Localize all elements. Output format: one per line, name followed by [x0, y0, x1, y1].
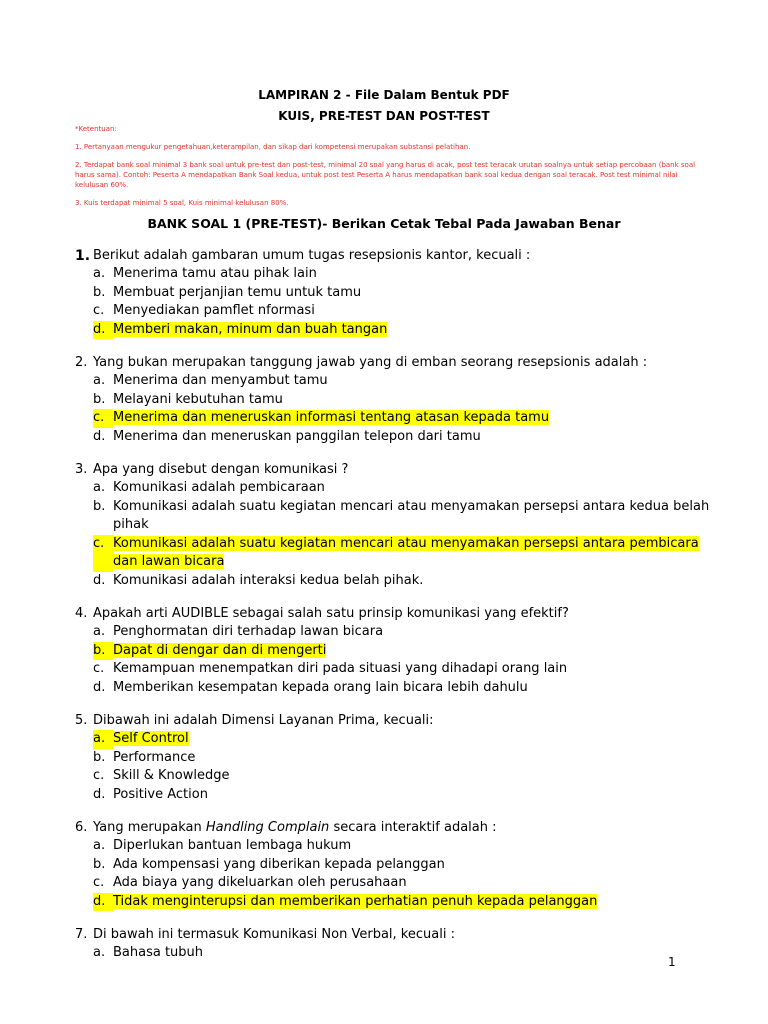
option-text: Memberikan kesempatan kepada orang lain bicara lebih dahulu: [113, 679, 528, 695]
option-letter: d.: [93, 428, 106, 444]
question-bank-title: BANK SOAL 1 (PRE-TEST)- Berikan Cetak Tebal Pada Jawaban Benar: [147, 216, 621, 231]
document-title: LAMPIRAN 2 - File Dalam Bentuk PDF: [258, 88, 510, 102]
answer-option-correct: [75, 535, 715, 572]
answer-option: [75, 786, 715, 804]
option-letter: d.: [93, 893, 113, 911]
answer-option: [75, 767, 715, 785]
option-letter: b.: [93, 642, 113, 660]
option-letter: c.: [93, 768, 105, 784]
question-text: Yang bukan merupakan tanggung jawab yang di emban seorang resepsionis adalah :: [93, 355, 648, 371]
question-6: [75, 819, 715, 911]
question-number: 5.: [75, 712, 88, 728]
answer-option: [75, 749, 715, 767]
option-text: Kemampuan menempatkan diri pada situasi yang dihadapi orang lain: [113, 661, 568, 677]
answer-option: [75, 679, 715, 697]
option-text-highlighted: Tidak menginterupsi dan memberikan perhatian penuh kepada pelanggan: [113, 893, 598, 909]
answer-option: [75, 944, 715, 962]
question-text: Dibawah ini adalah Dimensi Layanan Prima, kecuali:: [93, 712, 434, 728]
option-text: Diperlukan bantuan lembaga hukum: [113, 838, 352, 854]
option-letter: c.: [93, 303, 105, 319]
notes-heading: *Ketentuan:: [75, 125, 117, 133]
question-3: [75, 461, 715, 590]
option-letter: b.: [93, 749, 106, 765]
question-text-part: Yang merupakan: [93, 819, 206, 835]
question-4: [75, 605, 715, 697]
notes-item-3: 3. Kuis terdapat minimal 5 soal, Kuis minimal kelulusan 80%.: [75, 199, 289, 207]
option-letter: a.: [93, 838, 106, 854]
question-text: Apa yang disebut dengan komunikasi ?: [93, 462, 349, 478]
option-text: Penghormatan diri terhadap lawan bicara: [113, 624, 384, 640]
answer-option: [75, 265, 715, 283]
option-text: Membuat perjanjian temu untuk tamu: [113, 284, 362, 300]
option-text-highlighted: Menerima dan meneruskan informasi tentang atasan kepada tamu: [113, 410, 550, 426]
answer-option: [75, 428, 715, 446]
answer-option: [75, 660, 715, 678]
page-number: 1: [668, 955, 676, 969]
option-letter: a.: [93, 624, 106, 640]
option-letter: b.: [93, 856, 106, 872]
answer-option: [75, 572, 715, 590]
notes-item-1: 1. Pertanyaan mengukur pengetahuan,keterampilan, dan sikap dari kompetensi merupakan substansi pelatihan.: [75, 143, 471, 151]
provisions-notes: [75, 124, 705, 216]
question-5: [75, 712, 715, 804]
answer-option: [75, 623, 715, 641]
option-letter: d.: [93, 679, 106, 695]
answer-option-correct: [75, 409, 715, 427]
option-letter: c.: [93, 409, 113, 427]
option-letter: a.: [93, 373, 106, 389]
option-text-highlighted: Komunikasi adalah suatu kegiatan mencari atau menyamakan persepsi antara pembicara dan lawan bicara: [113, 535, 699, 570]
answer-option: [75, 856, 715, 874]
question-number: 7.: [75, 927, 88, 942]
option-text: Ada kompensasi yang diberikan kepada pelanggan: [113, 856, 445, 872]
option-letter: d.: [93, 321, 113, 339]
document-subtitle: KUIS, PRE-TEST DAN POST-TEST: [278, 109, 490, 123]
option-text: Menerima dan menyambut tamu: [113, 373, 328, 389]
option-letter: c.: [93, 535, 113, 572]
answer-option: [75, 837, 715, 855]
option-text: Komunikasi adalah pembicaraan: [113, 480, 325, 496]
answer-option-correct: [75, 321, 715, 339]
option-text: Positive Action: [113, 786, 208, 802]
answer-option: [75, 874, 715, 892]
question-1: [75, 247, 715, 339]
answer-option: [75, 284, 715, 302]
option-letter: c.: [93, 875, 105, 891]
option-letter: a.: [93, 730, 113, 748]
question-number: 3.: [75, 462, 88, 478]
option-text-highlighted: Self Control: [113, 731, 189, 747]
question-text: Berikut adalah gambaran umum tugas resepsionis kantor, kecuali :: [93, 248, 531, 263]
option-text: Bahasa tubuh: [113, 945, 204, 961]
answer-option: [75, 302, 715, 320]
option-letter: d.: [93, 572, 106, 588]
option-letter: b.: [93, 391, 106, 407]
notes-item-2: 2. Terdapat bank soal minimal 3 bank soal untuk pre-test dan post-test, minimal 20 soal yang harus di acak, post test teracak urutan soalnya untuk setiap percobaan (bank soal harus sama). Contoh: Peserta A mendapatkan Bank Soal kedua, untuk post test Peserta A harus mendapatkan bank soal kedua dengan soal teracak. Post test minimal nilai kelulusan 60%.: [75, 161, 696, 189]
answer-option-correct: [75, 642, 715, 660]
answer-option: [75, 479, 715, 497]
option-text-highlighted: Dapat di dengar dan di mengerti: [113, 642, 327, 658]
option-text: Ada biaya yang dikeluarkan oleh perusahaan: [113, 875, 407, 891]
question-text: Apakah arti AUDIBLE sebagai salah satu prinsip komunikasi yang efektif?: [93, 605, 569, 621]
question-number: 6.: [75, 819, 88, 835]
question-text: Di bawah ini termasuk Komunikasi Non Verbal, kecuali :: [93, 927, 455, 942]
question-list: [75, 247, 715, 978]
option-text: Komunikasi adalah suatu kegiatan mencari atau menyamakan persepsi antara kedua belah pihak: [113, 498, 710, 533]
answer-option: [75, 498, 715, 535]
option-letter: a.: [93, 266, 106, 282]
question-text-italic: Handling Complain: [205, 819, 330, 835]
answer-option-correct: [75, 730, 715, 748]
answer-option: [75, 391, 715, 409]
question-2: [75, 354, 715, 446]
question-7: [75, 926, 715, 963]
question-text-part: secara interaktif adalah :: [329, 819, 497, 835]
option-letter: a.: [93, 480, 106, 496]
answer-option-correct: [75, 893, 715, 911]
option-text: Menerima tamu atau pihak lain: [113, 266, 317, 282]
option-letter: d.: [93, 786, 106, 802]
answer-option: [75, 372, 715, 390]
option-letter: c.: [93, 661, 105, 677]
option-letter: a.: [93, 945, 106, 961]
option-text: Melayani kebutuhan tamu: [113, 391, 283, 407]
option-text: Komunikasi adalah interaksi kedua belah pihak.: [113, 572, 424, 588]
option-text: Menerima dan meneruskan panggilan telepon dari tamu: [113, 428, 481, 444]
option-text-highlighted: Memberi makan, minum dan buah tangan: [113, 321, 388, 337]
option-text: Skill & Knowledge: [113, 768, 230, 784]
question-text: [93, 819, 715, 837]
option-letter: b.: [93, 284, 106, 300]
option-text: Performance: [113, 749, 196, 765]
question-number: 1.: [75, 248, 91, 264]
question-number: 2.: [75, 355, 88, 371]
option-letter: b.: [93, 498, 106, 514]
option-text: Menyediakan pamflet nformasi: [113, 303, 315, 319]
question-number: 4.: [75, 605, 88, 621]
